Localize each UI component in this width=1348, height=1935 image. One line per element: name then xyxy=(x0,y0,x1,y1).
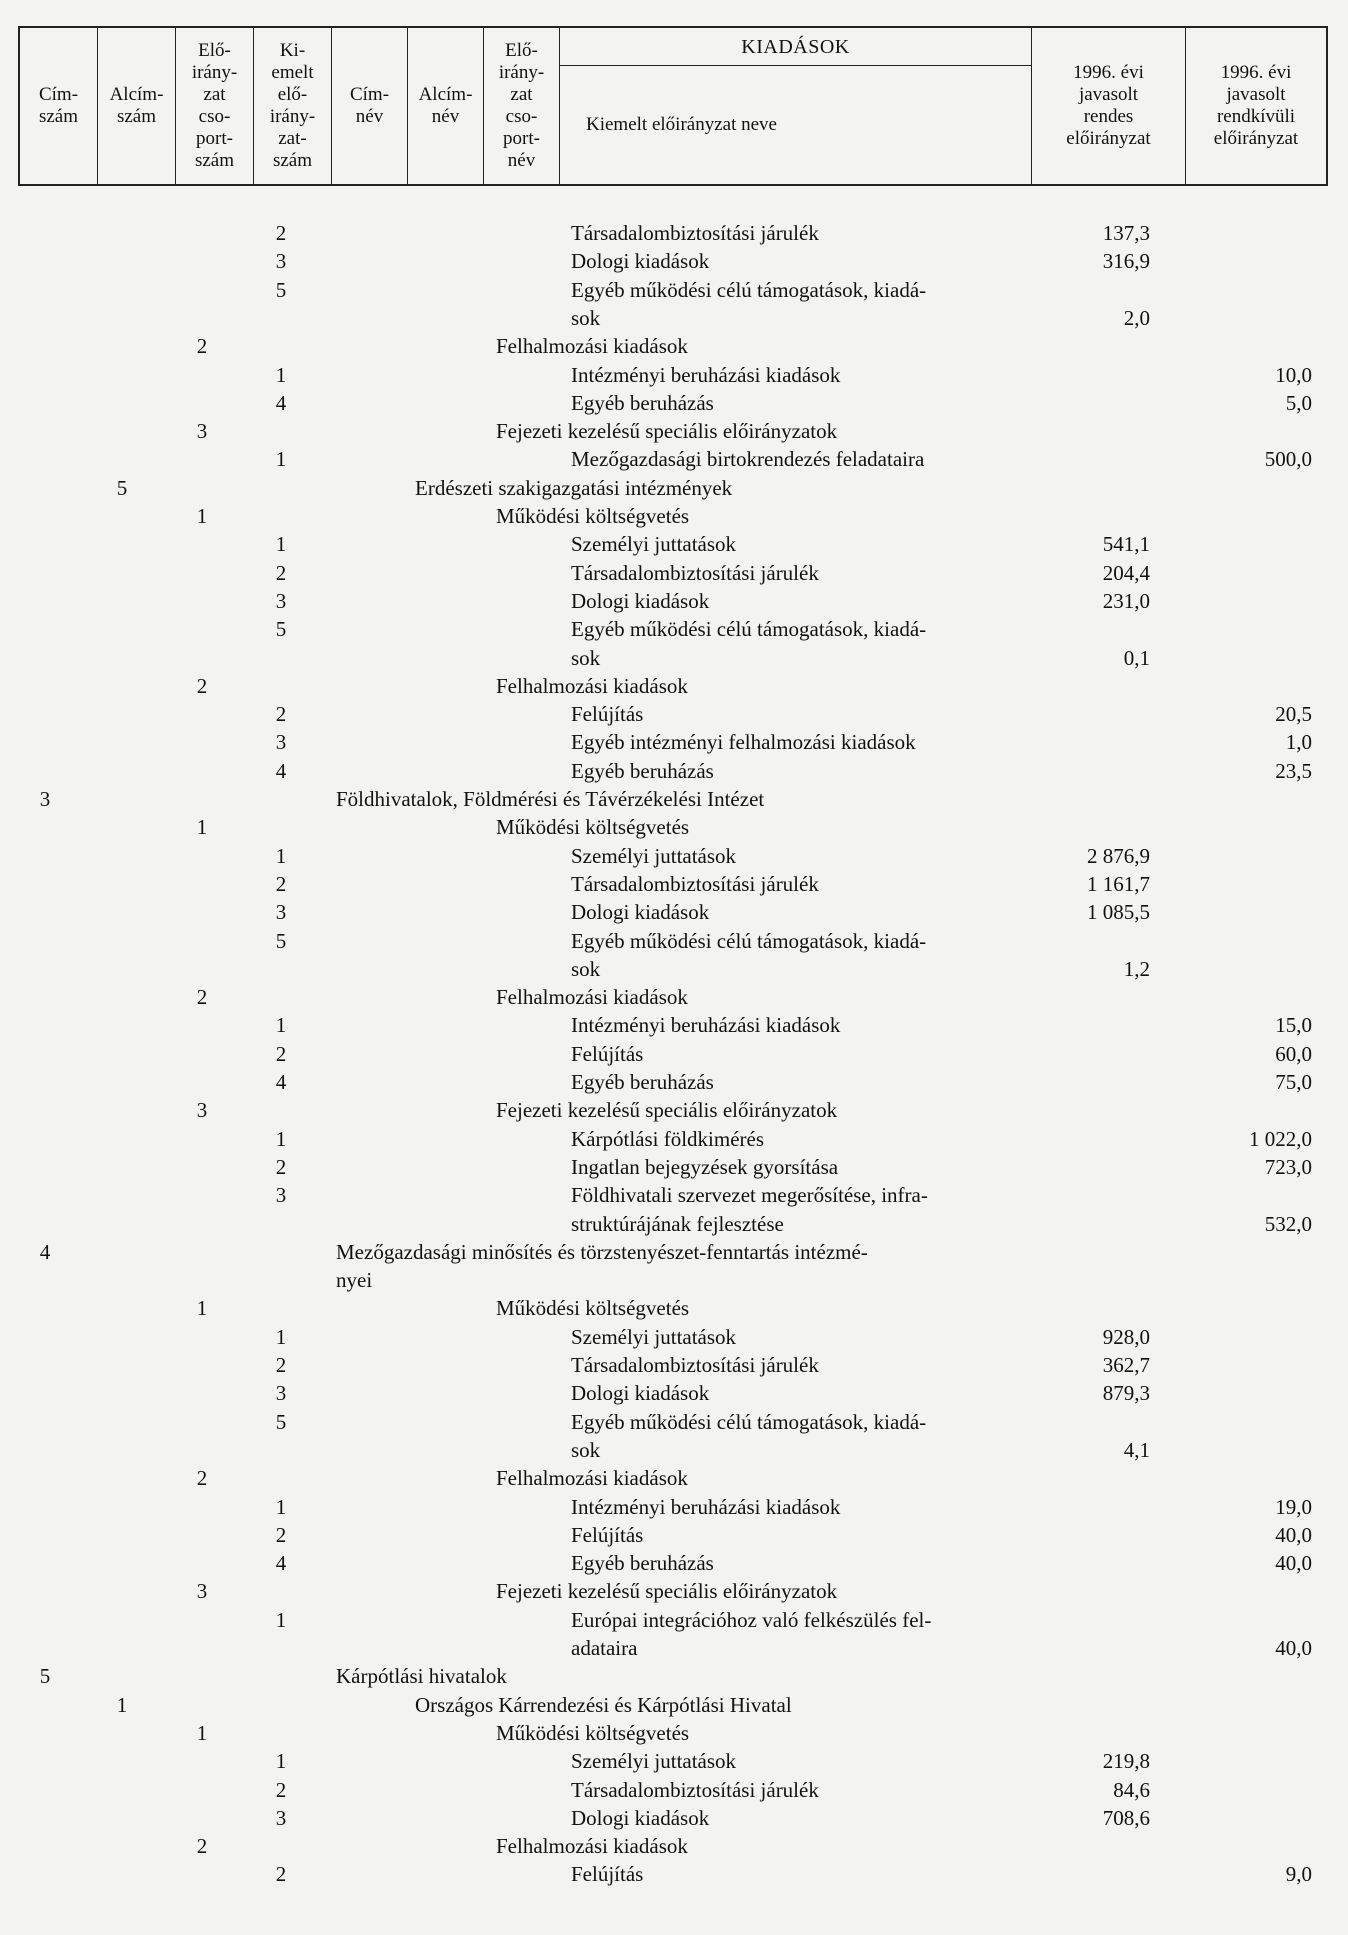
kiemelt-number: 2 xyxy=(275,1041,287,1066)
table-row xyxy=(0,1351,1348,1379)
item-name: Intézményi beruházási kiadások xyxy=(571,362,841,387)
table-row xyxy=(0,1719,1348,1747)
table-row xyxy=(0,1436,1348,1464)
item-name: Dologi kiadások xyxy=(571,588,710,613)
item-name: Egyéb beruházás xyxy=(571,390,714,415)
kiemelt-number: 1 xyxy=(275,447,287,472)
table-row xyxy=(0,1747,1348,1775)
cim-number: 3 xyxy=(39,787,51,811)
item-name: adataira xyxy=(571,1636,638,1660)
table-row xyxy=(0,1521,1348,1549)
item-name: Felhalmozási kiadások xyxy=(496,985,688,1010)
item-name: Földhivatalok, Földmérési és Távérzékelési Intézet xyxy=(336,787,765,811)
kiemelt-number: 3 xyxy=(275,730,287,755)
item-name: Fejezeti kezelésű speciális előirányzatok xyxy=(496,419,838,444)
item-name: Személyi juttatások xyxy=(571,1324,737,1349)
header-alcim-szam: Alcím- szám xyxy=(98,28,176,184)
kiemelt-number: 4 xyxy=(275,1070,287,1094)
kiemelt-number: 2 xyxy=(275,1154,287,1179)
table-row xyxy=(0,1068,1348,1096)
table-row xyxy=(0,672,1348,700)
item-name: Működési költségvetés xyxy=(496,815,690,840)
table-row xyxy=(0,389,1348,417)
rendkivuli-amount: 10,0 xyxy=(1275,362,1312,387)
kiemelt-number: 2 xyxy=(275,702,287,727)
table-row xyxy=(0,1011,1348,1039)
rendes-amount: 541,1 xyxy=(1102,532,1150,557)
kiemelt-number: 1 xyxy=(275,1013,287,1038)
kiemelt-number: 5 xyxy=(275,277,287,302)
rendkivuli-amount: 5,0 xyxy=(1285,390,1312,415)
table-header xyxy=(18,26,1328,186)
table-row xyxy=(0,1860,1348,1888)
kiemelt-number: 4 xyxy=(275,1551,287,1576)
table-row xyxy=(0,1125,1348,1153)
table-row xyxy=(0,1804,1348,1832)
item-name: Felújítás xyxy=(571,1041,644,1066)
rendkivuli-amount: 1 022,0 xyxy=(1249,1126,1312,1151)
kiemelt-number: 2 xyxy=(275,1353,287,1377)
table-row xyxy=(0,1691,1348,1719)
table-row xyxy=(0,247,1348,275)
kiemelt-number: 5 xyxy=(275,928,287,953)
kiemelt-number: 1 xyxy=(275,532,287,557)
header-kiemelt-eloiranyzat-neve: Kiemelt előirányzat neve xyxy=(586,114,777,135)
kiemelt-number: 2 xyxy=(275,871,287,896)
csoport-number: 2 xyxy=(196,1466,208,1491)
rendes-amount: 137,3 xyxy=(1102,221,1150,245)
csoport-number: 2 xyxy=(196,673,208,698)
table-row xyxy=(0,644,1348,672)
item-name: nyei xyxy=(336,1268,373,1293)
table-row xyxy=(0,1323,1348,1351)
table-row xyxy=(0,1662,1348,1690)
table-row xyxy=(0,1210,1348,1238)
item-name: sok xyxy=(571,1437,601,1462)
item-name: Társadalombiztosítási járulék xyxy=(571,221,819,245)
csoport-number: 1 xyxy=(196,1720,208,1745)
item-name: Kárpótlási földkimérés xyxy=(571,1126,765,1151)
header-rendes-eloiranyzat: 1996. évi javasolt rendes előirányzat xyxy=(1032,28,1186,184)
table-row xyxy=(0,417,1348,445)
item-name: Egyéb beruházás xyxy=(571,758,714,783)
item-name: Európai integrációhoz való felkészülés fel- xyxy=(571,1607,932,1632)
item-name: sok xyxy=(571,956,601,981)
rendes-amount: 879,3 xyxy=(1102,1381,1150,1406)
item-name: Egyéb működési célú támogatások, kiadá- xyxy=(571,1409,927,1434)
item-name: Egyéb beruházás xyxy=(571,1551,714,1576)
header-cim-nev: Cím- név xyxy=(332,28,408,184)
table-row xyxy=(0,332,1348,360)
rendes-amount: 708,6 xyxy=(1102,1805,1150,1830)
item-name: Ingatlan bejegyzések gyorsítása xyxy=(571,1154,839,1179)
table-row xyxy=(0,813,1348,841)
table-row xyxy=(0,1096,1348,1124)
rendes-amount: 219,8 xyxy=(1102,1749,1150,1774)
csoport-number: 2 xyxy=(196,985,208,1010)
item-name: Működési költségvetés xyxy=(496,1296,690,1321)
table-row xyxy=(0,445,1348,473)
item-name: Egyéb működési célú támogatások, kiadá- xyxy=(571,928,927,953)
table-row xyxy=(0,785,1348,813)
csoport-number: 1 xyxy=(196,504,208,528)
table-row xyxy=(0,502,1348,530)
header-eloiranyzat-csoport-nev: Elő- irány- zat cso- port- név xyxy=(484,28,560,184)
item-name: Dologi kiadások xyxy=(571,1805,710,1830)
csoport-number: 3 xyxy=(196,1579,208,1604)
item-name: Kárpótlási hivatalok xyxy=(336,1664,507,1689)
alcim-number: 1 xyxy=(116,1692,128,1717)
kiemelt-number: 2 xyxy=(275,221,287,245)
item-name: Egyéb intézményi felhalmozási kiadások xyxy=(571,730,916,755)
rendes-amount: 4,1 xyxy=(1123,1437,1150,1462)
kiemelt-number: 2 xyxy=(275,560,287,585)
item-name: Egyéb beruházás xyxy=(571,1070,714,1094)
kiemelt-number: 3 xyxy=(275,900,287,925)
table-row xyxy=(0,870,1348,898)
rendes-amount: 316,9 xyxy=(1102,249,1150,274)
kiemelt-number: 1 xyxy=(275,1749,287,1774)
kiemelt-number: 1 xyxy=(275,1494,287,1519)
rendes-amount: 2,0 xyxy=(1123,305,1150,330)
item-name: Felújítás xyxy=(571,702,644,727)
table-row xyxy=(0,1464,1348,1492)
kiemelt-number: 3 xyxy=(275,1381,287,1406)
rendkivuli-amount: 23,5 xyxy=(1275,758,1312,783)
rendkivuli-amount: 75,0 xyxy=(1275,1070,1312,1094)
table-row xyxy=(0,530,1348,558)
csoport-number: 2 xyxy=(196,1834,208,1859)
table-row xyxy=(0,587,1348,615)
rendkivuli-amount: 500,0 xyxy=(1264,447,1312,472)
rendkivuli-amount: 1,0 xyxy=(1285,730,1312,755)
header-cim-szam: Cím- szám xyxy=(20,28,98,184)
item-name: Társadalombiztosítási járulék xyxy=(571,1777,819,1802)
item-name: Mezőgazdasági minősítés és törzstenyészet-fenntartás intézmé- xyxy=(336,1239,868,1264)
table-row xyxy=(0,700,1348,728)
table-row xyxy=(0,276,1348,304)
kiemelt-number: 3 xyxy=(275,1183,287,1208)
item-name: Személyi juttatások xyxy=(571,532,737,557)
cim-number: 5 xyxy=(39,1664,51,1689)
item-name: Felhalmozási kiadások xyxy=(496,1834,688,1859)
kiemelt-number: 2 xyxy=(275,1777,287,1802)
item-name: Fejezeti kezelésű speciális előirányzatok xyxy=(496,1098,838,1123)
item-name: struktúrájának fejlesztése xyxy=(571,1211,784,1236)
item-name: Dologi kiadások xyxy=(571,1381,710,1406)
csoport-number: 1 xyxy=(196,815,208,840)
kiemelt-number: 4 xyxy=(275,758,287,783)
rendes-amount: 928,0 xyxy=(1102,1324,1150,1349)
table-row xyxy=(0,1493,1348,1521)
table-row xyxy=(0,1408,1348,1436)
rendkivuli-amount: 40,0 xyxy=(1275,1551,1312,1576)
kiemelt-number: 1 xyxy=(275,843,287,868)
rendes-amount: 231,0 xyxy=(1102,588,1150,613)
item-name: Személyi juttatások xyxy=(571,1749,737,1774)
kiemelt-number: 4 xyxy=(275,390,287,415)
rendes-amount: 1 161,7 xyxy=(1087,871,1150,896)
table-row xyxy=(0,955,1348,983)
table-row xyxy=(0,559,1348,587)
rendes-amount: 1 085,5 xyxy=(1087,900,1150,925)
rendkivuli-amount: 60,0 xyxy=(1275,1041,1312,1066)
rendkivuli-amount: 532,0 xyxy=(1264,1211,1312,1236)
item-name: Egyéb működési célú támogatások, kiadá- xyxy=(571,617,927,642)
item-name: Egyéb működési célú támogatások, kiadá- xyxy=(571,277,927,302)
item-name: Intézményi beruházási kiadások xyxy=(571,1013,841,1038)
item-name: Működési költségvetés xyxy=(496,504,690,528)
table-row xyxy=(0,1040,1348,1068)
table-row xyxy=(0,1776,1348,1804)
item-name: Intézményi beruházási kiadások xyxy=(571,1494,841,1519)
cim-number: 4 xyxy=(39,1239,51,1264)
kiemelt-number: 1 xyxy=(275,1324,287,1349)
rendkivuli-amount: 40,0 xyxy=(1275,1636,1312,1660)
table-row xyxy=(0,474,1348,502)
header-alcim-nev: Alcím- név xyxy=(408,28,484,184)
table-row xyxy=(0,1379,1348,1407)
rendkivuli-amount: 9,0 xyxy=(1285,1862,1312,1887)
item-name: Fejezeti kezelésű speciális előirányzatok xyxy=(496,1579,838,1604)
table-row xyxy=(0,842,1348,870)
rendes-amount: 362,7 xyxy=(1102,1353,1150,1377)
table-row xyxy=(0,757,1348,785)
rendkivuli-amount: 19,0 xyxy=(1275,1494,1312,1519)
csoport-number: 3 xyxy=(196,1098,208,1123)
header-kiemelt-eloiranyzat-szam: Ki- emelt elő- irány- zat- szám xyxy=(254,28,332,184)
item-name: Felújítás xyxy=(571,1522,644,1547)
item-name: Felújítás xyxy=(571,1862,644,1887)
rendes-amount: 0,1 xyxy=(1123,645,1150,670)
item-name: Társadalombiztosítási járulék xyxy=(571,871,819,896)
kiemelt-number: 2 xyxy=(275,1522,287,1547)
table-row xyxy=(0,1294,1348,1322)
kiemelt-number: 1 xyxy=(275,1607,287,1632)
table-row xyxy=(0,1238,1348,1266)
item-name: Működési költségvetés xyxy=(496,1720,690,1745)
rendkivuli-amount: 20,5 xyxy=(1275,702,1312,727)
table-row xyxy=(0,1832,1348,1860)
rendes-amount: 84,6 xyxy=(1113,1777,1150,1802)
item-name: Dologi kiadások xyxy=(571,900,710,925)
kiemelt-number: 3 xyxy=(275,249,287,274)
table-row xyxy=(0,983,1348,1011)
table-row xyxy=(0,1181,1348,1209)
table-row xyxy=(0,1153,1348,1181)
table-row xyxy=(0,927,1348,955)
rendes-amount: 204,4 xyxy=(1102,560,1150,585)
rendes-amount: 2 876,9 xyxy=(1087,843,1150,868)
csoport-number: 3 xyxy=(196,419,208,444)
rendkivuli-amount: 40,0 xyxy=(1275,1522,1312,1547)
item-name: Dologi kiadások xyxy=(571,249,710,274)
item-name: Országos Kárrendezési és Kárpótlási Hivatal xyxy=(415,1692,792,1717)
table-row xyxy=(0,1606,1348,1634)
table-row xyxy=(0,1266,1348,1294)
rendkivuli-amount: 15,0 xyxy=(1275,1013,1312,1038)
table-row xyxy=(0,898,1348,926)
rendes-amount: 1,2 xyxy=(1123,956,1150,981)
table-row xyxy=(0,304,1348,332)
kiemelt-number: 5 xyxy=(275,617,287,642)
table-row xyxy=(0,615,1348,643)
kiemelt-number: 1 xyxy=(275,362,287,387)
item-name: sok xyxy=(571,645,601,670)
alcim-number: 5 xyxy=(116,475,128,500)
header-eloiranyzat-csoport-szam: Elő- irány- zat cso- port- szám xyxy=(176,28,254,184)
item-name: Társadalombiztosítási járulék xyxy=(571,560,819,585)
item-name: Erdészeti szakigazgatási intézmények xyxy=(415,475,733,500)
csoport-number: 1 xyxy=(196,1296,208,1321)
kiemelt-number: 2 xyxy=(275,1862,287,1887)
table-row xyxy=(0,1634,1348,1662)
table-row xyxy=(0,361,1348,389)
item-name: Társadalombiztosítási járulék xyxy=(571,1353,819,1377)
item-name: Felhalmozási kiadások xyxy=(496,334,688,359)
table-row xyxy=(0,219,1348,247)
kiemelt-number: 3 xyxy=(275,1805,287,1830)
header-kiadasok-group xyxy=(560,28,1032,184)
header-rendkivuli-eloiranyzat: 1996. évi javasolt rendkívüli előirányzat xyxy=(1213,62,1299,149)
item-name: Személyi juttatások xyxy=(571,843,737,868)
rendkivuli-amount: 723,0 xyxy=(1264,1154,1312,1179)
table-row xyxy=(0,728,1348,756)
item-name: Mezőgazdasági birtokrendezés feladataira xyxy=(571,447,925,472)
item-name: Földhivatali szervezet megerősítése, infra- xyxy=(571,1183,928,1208)
item-name: Felhalmozási kiadások xyxy=(496,673,688,698)
item-name: Felhalmozási kiadások xyxy=(496,1466,688,1491)
item-name: sok xyxy=(571,305,601,330)
kiemelt-number: 5 xyxy=(275,1409,287,1434)
header-kiadasok: KIADÁSOK xyxy=(560,28,1031,66)
csoport-number: 2 xyxy=(196,334,208,359)
kiemelt-number: 1 xyxy=(275,1126,287,1151)
table-row xyxy=(0,1549,1348,1577)
kiemelt-number: 3 xyxy=(275,588,287,613)
table-row xyxy=(0,1577,1348,1605)
